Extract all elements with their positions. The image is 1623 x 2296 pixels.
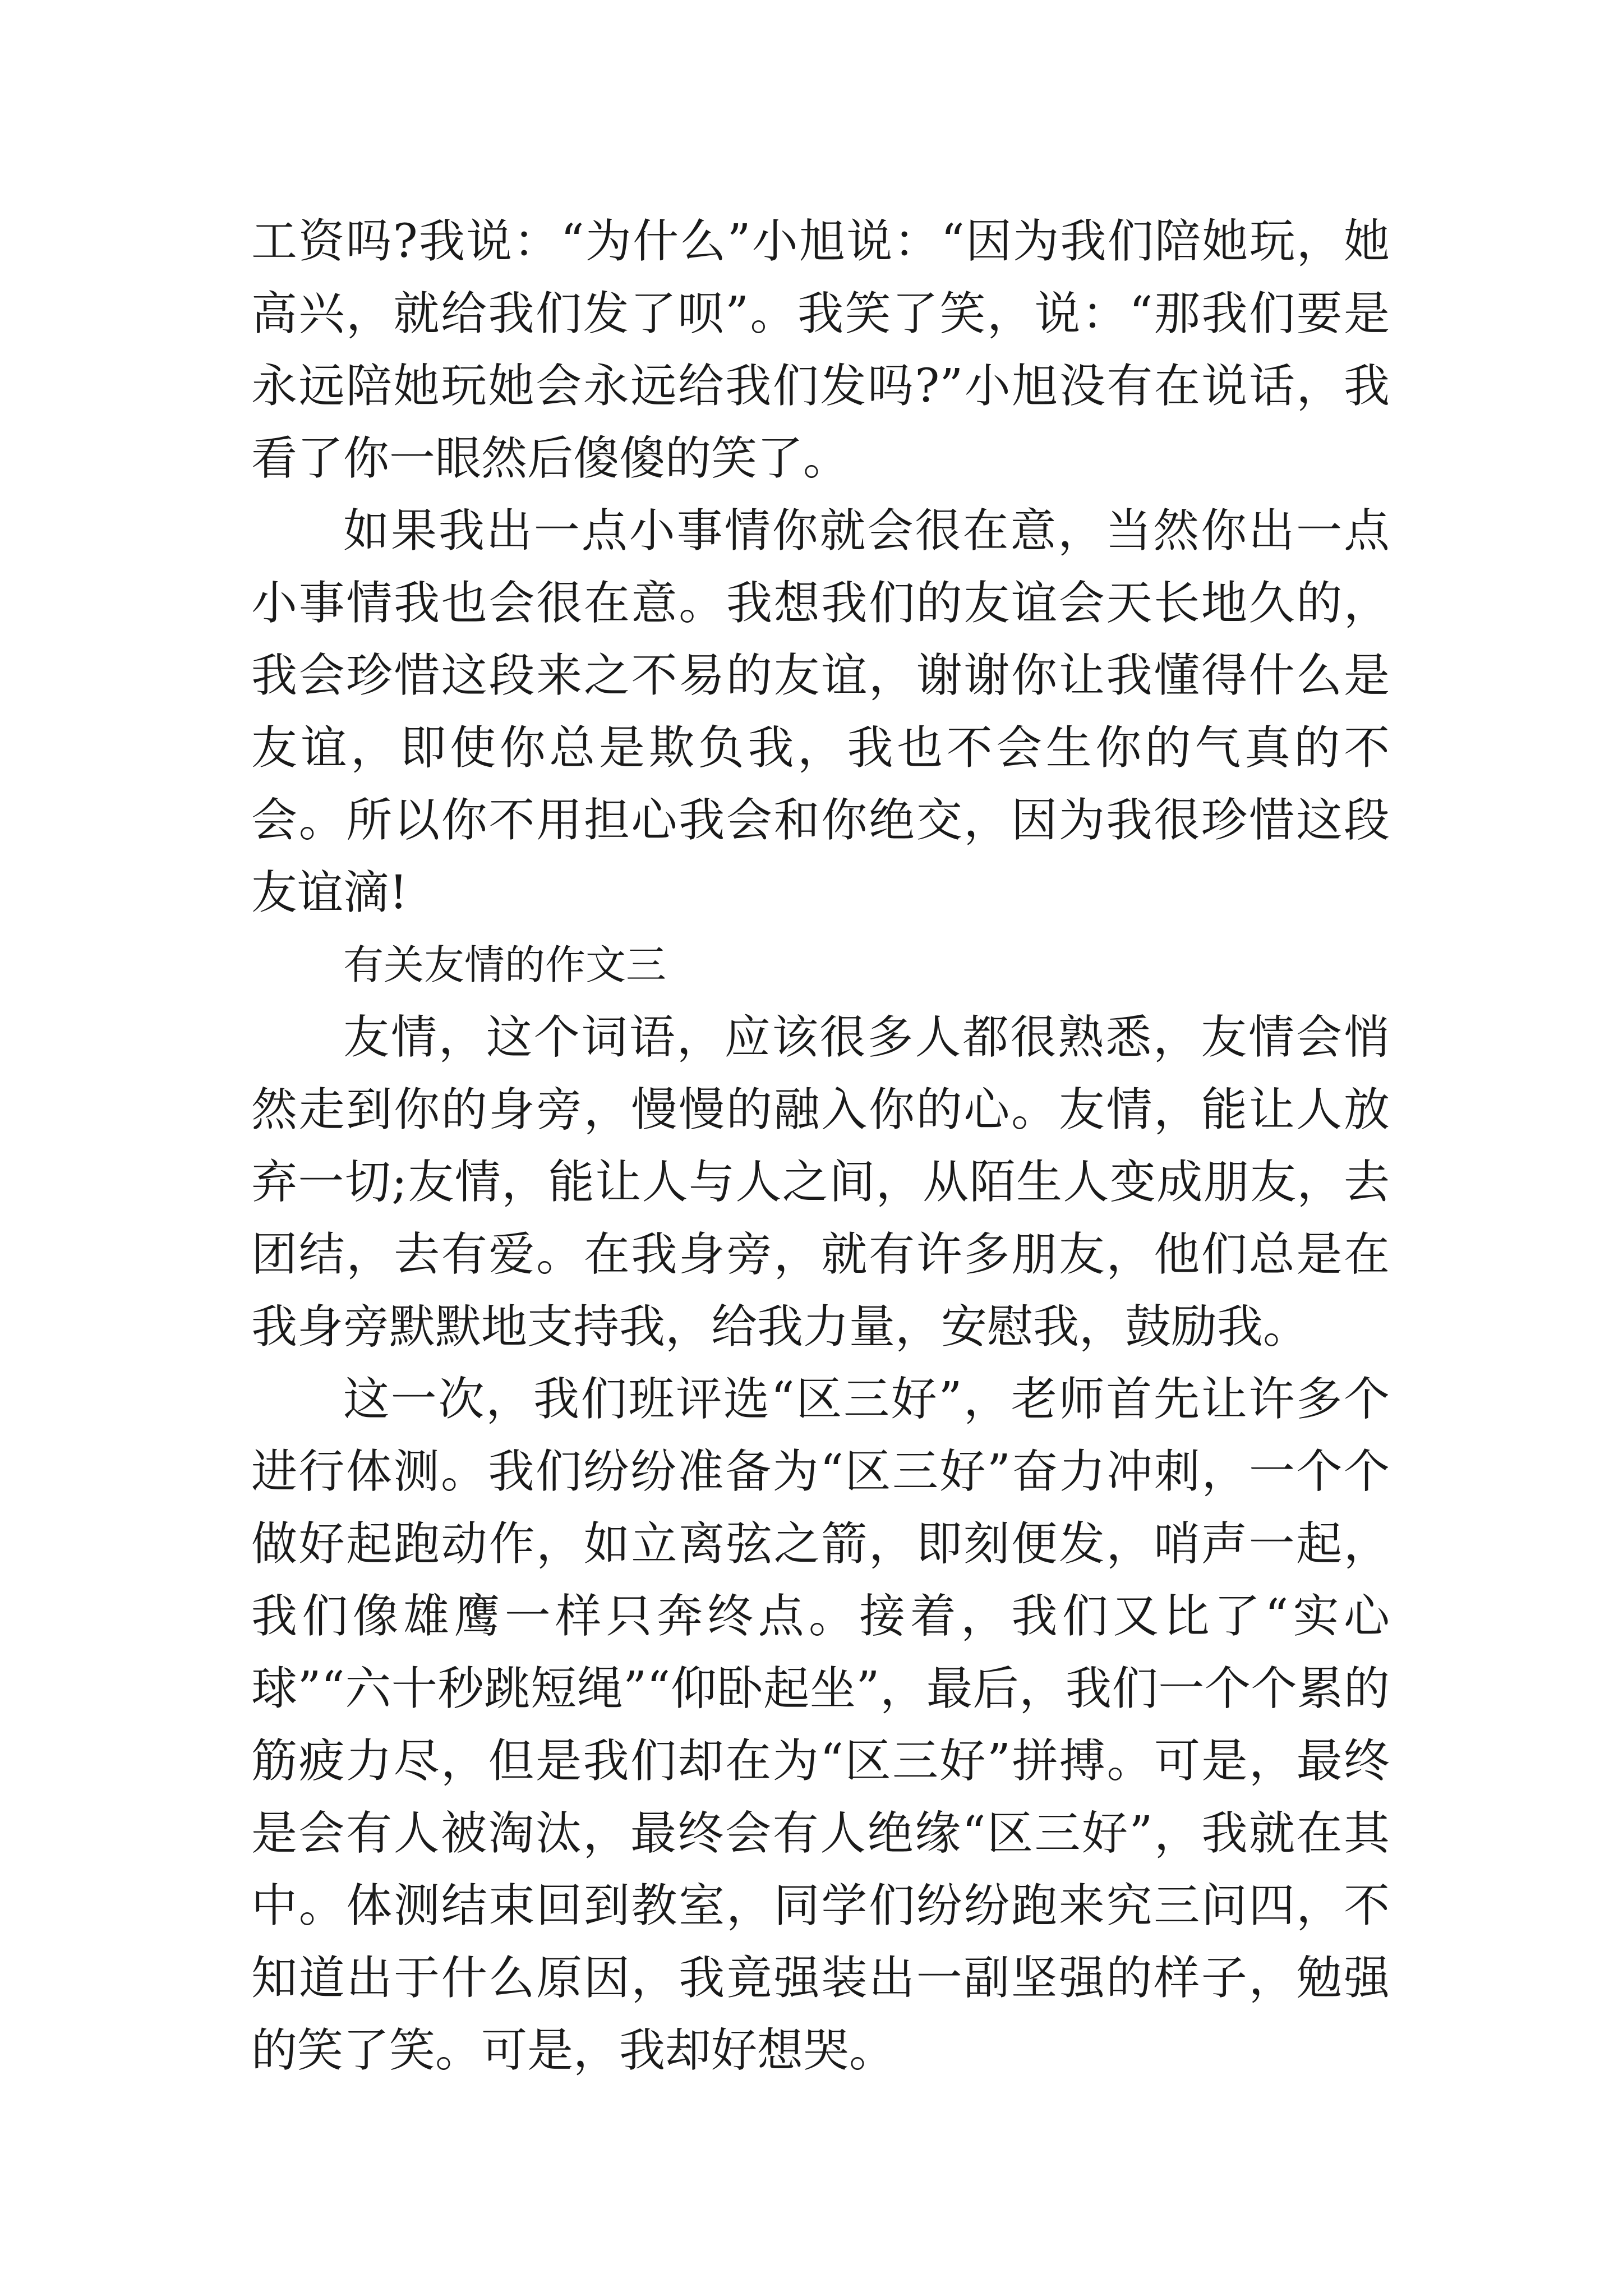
paragraph-continuation: 工资吗?我说：“为什么”小旭说：“因为我们陪她玩，她高兴，就给我们发了呗”。我笑了笑，说：“那我们要是永远陪她玩她会永远给我们发吗?”小旭没有在说话，我看了你一眼然后傻傻的笑了。	[251, 215, 1390, 485]
paragraph-sports-test: 这一次，我们班评选“区三好”，老师首先让许多个进行体测。我们纷纷准备为“区三好”奋力冲刺，一个个做好起跑动作，如立离弦之箭，即刻便发，哨声一起，我们像雄鹰一样只奔终点。接着，我们又比了“实心球”“六十秒跳短绳”“仰卧起坐”，最后，我们一个个累的筋疲力尽，但是我们却在为“区三好”拼搏。可是，最终是会有人被淘汰，最终会有人绝缘“区三好”，我就在其中。体测结束回到教室，同学们纷纷跑来究三问四，不知道出于什么原因，我竟强装出一副坚强的样子，勉强的笑了笑。可是，我却好想哭。	[251, 1373, 1390, 2077]
paragraph-friendship-care: 如果我出一点小事情你就会很在意，当然你出一点小事情我也会很在意。我想我们的友谊会天长地久的，我会珍惜这段来之不易的友谊，谢谢你让我懂得什么是友谊，即使你总是欺负我，我也不会生你的气真的不会。所以你不用担心我会和你绝交，因为我很珍惜这段友谊滴!	[251, 504, 1390, 919]
essay-heading: 有关友情的作文三	[343, 941, 667, 988]
essay-body	[251, 205, 1390, 2087]
paragraph-friendship-intro: 友情，这个词语，应该很多人都很熟悉，友情会悄然走到你的身旁，慢慢的融入你的心。友情，能让人放弃一切;友情，能让人与人之间，从陌生人变成朋友，去团结，去有爱。在我身旁，就有许多朋友，他们总是在我身旁默默地支持我，给我力量，安慰我，鼓励我。	[251, 1011, 1390, 1354]
